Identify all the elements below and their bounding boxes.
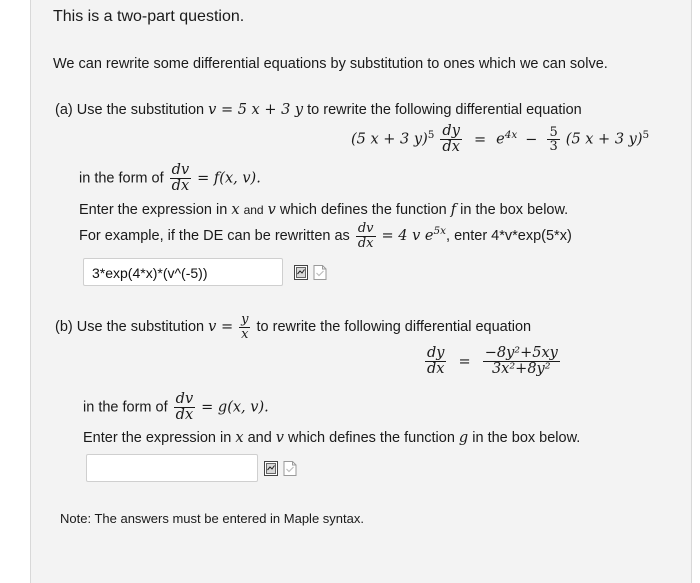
part-b-enter-g: g [458,430,469,446]
part-b-enter-suffix: in the box below. [472,430,581,446]
eq-b-equals: = [458,353,471,370]
part-b-enter [83,430,580,446]
eq-a-equals: = [473,131,487,148]
eq-a-e: e [496,131,505,148]
eq-a-deriv-den: dx [442,139,460,156]
part-a-prefix: (a) Use the substitution [55,102,205,118]
part-a-form [79,163,261,194]
preview-icon[interactable] [294,265,308,280]
part-b-sub-frac [239,313,250,341]
eq-a-minus: − [525,131,538,148]
eq-a-lhs-base: (5 x + 3 y) [351,131,428,148]
part-a-form-prefix: in the form of [79,170,164,187]
part-b-enter-prefix: Enter the expression in [83,430,232,446]
part-a-form-frac [170,163,191,194]
maple-syntax-note: Note: The answers must be entered in Maple syntax. [60,511,364,526]
part-a-example-exp: 5x [433,225,447,238]
part-a-enter-f: f [450,202,457,218]
eq-a-rhs-base: (5 x + 3 y) [565,131,643,148]
part-a-form-rhs: = f(x, v). [197,170,261,187]
part-a-suffix: to rewrite the following differential equation [307,102,582,118]
part-a-statement [55,102,582,118]
eq-a-e-exp: 4x [504,128,518,141]
help-icon[interactable] [283,461,297,476]
part-b-statement [55,313,531,341]
eq-a-derivative [440,124,461,155]
eq-a-deriv-num: dy [442,123,460,139]
eq-b-rhs-den: 3x²+8y² [491,361,551,378]
eq-b-derivative [425,346,446,377]
part-b-enter-mid: which defines the function [288,430,455,446]
part-b-enter-and: and [247,430,272,446]
eq-a-rhs-base-exp: 5 [642,128,650,141]
eq-b-rhs-num: −8y²+5xy [484,345,558,361]
part-a-enter-v: v [267,202,276,218]
part-a-enter-and: and [243,203,264,217]
part-b-sub-lhs: v = [208,318,234,335]
part-b-suffix: to rewrite the following differential equation [256,318,532,335]
part-a-example-frac [356,222,376,250]
eq-a-coef-num: 5 [549,124,558,140]
part-b-answer-input[interactable] [86,454,258,482]
part-b-form [83,392,269,423]
part-b-sub-den: x [241,326,249,342]
part-b-equation [423,346,562,377]
part-a-enter [79,202,568,218]
part-a-example-rhs: = 4 v e [381,227,434,244]
part-a-enter-suffix: in the box below. [460,202,569,218]
part-b-enter-x: x [235,430,244,446]
part-a-enter-prefix: Enter the expression in [79,202,228,218]
part-a-example-prefix: For example, if the DE can be rewritten as [79,227,350,244]
part-a-answer-input[interactable]: 3*exp(4*x)*(v^(-5)) [83,258,283,286]
help-icon[interactable] [313,265,327,280]
question-panel [30,0,692,583]
part-a-form-num: dv [171,162,190,178]
part-a-equation [351,124,649,155]
part-b-form-prefix: in the form of [83,399,168,416]
question-intro: We can rewrite some differential equations by substitution to ones which we can solve. [53,56,608,72]
eq-b-deriv-num: dy [427,345,445,361]
part-a-example [79,222,572,250]
part-a-example-den: dx [357,235,374,251]
eq-b-deriv-den: dx [427,361,445,378]
question-title: This is a two-part question. [53,8,245,25]
part-b-form-num: dv [175,391,194,407]
part-a-example-suffix: , enter 4*v*exp(5*x) [446,227,572,244]
part-b-sub-num: y [241,312,249,327]
eq-a-coef-den: 3 [549,139,558,155]
part-a-substitution: v = 5 x + 3 y [208,102,304,118]
preview-icon[interactable] [264,461,278,476]
eq-b-rhs [483,346,560,377]
part-b-form-frac [174,392,195,423]
part-b-prefix: (b) Use the substitution [55,318,205,335]
part-a-enter-mid: which defines the function [279,202,447,218]
part-b-form-rhs: = g(x, v). [201,399,269,416]
part-a-enter-x: x [231,202,240,218]
part-b-enter-v: v [275,430,284,446]
part-b-form-den: dx [175,407,194,424]
part-a-form-den: dx [171,178,190,195]
part-a-example-num: dv [357,221,374,236]
eq-a-lhs-exp: 5 [427,128,435,141]
eq-a-coef [547,126,559,154]
